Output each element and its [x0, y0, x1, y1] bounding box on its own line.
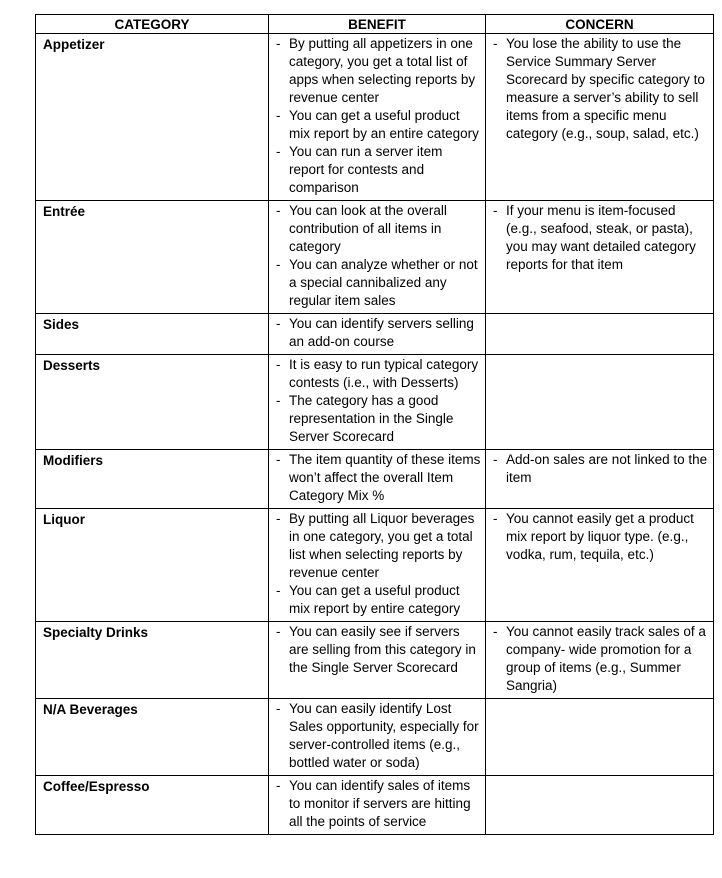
bullet-text: You can analyze whether or not a special cannibalized any regular item sales: [289, 257, 478, 308]
bullet-item: [276, 202, 481, 256]
bullet-dash-marker: -: [493, 452, 498, 467]
bullet-item: [493, 202, 709, 274]
bullet-item: [276, 777, 481, 831]
bullet-item: [276, 510, 481, 582]
column-header-concern: CONCERN: [486, 15, 714, 34]
table-row: [36, 355, 714, 450]
table-row: [36, 201, 714, 314]
concern-cell: [486, 509, 714, 622]
bullet-dash-marker: -: [276, 108, 281, 123]
benefit-cell: [269, 450, 486, 509]
bullet-item: [493, 35, 709, 143]
bullet-dash-marker: -: [493, 624, 498, 639]
concern-cell: [486, 201, 714, 314]
bullet-text: You can run a server item report for contests and comparison: [289, 144, 443, 195]
table-row: [36, 699, 714, 776]
bullet-text: You can get a useful product mix report by entire category: [289, 583, 461, 616]
bullet-item: [276, 451, 481, 505]
bullet-text: You cannot easily track sales of a company- wide promotion for a group of items (e.g., Summer Sangria): [506, 624, 706, 693]
table-row: [36, 776, 714, 835]
bullet-item: [276, 623, 481, 677]
bullet-dash-marker: -: [276, 357, 281, 372]
benefit-cell: [269, 699, 486, 776]
bullet-item: [276, 315, 481, 351]
bullet-item: [276, 256, 481, 310]
concern-cell: [486, 622, 714, 699]
bullet-text: You can get a useful product mix report by an entire category: [289, 108, 479, 141]
menu-category-table: [35, 14, 714, 835]
bullet-dash-marker: -: [276, 452, 281, 467]
concern-cell: [486, 699, 714, 776]
category-cell: Modifiers: [36, 450, 269, 509]
table-row: [36, 450, 714, 509]
bullet-text: You can identify servers selling an add-on course: [289, 316, 474, 349]
category-cell: N/A Beverages: [36, 699, 269, 776]
bullet-item: [276, 356, 481, 392]
bullet-text: You can identify sales of items to monitor if servers are hitting all the points of service: [289, 778, 471, 829]
bullet-item: [276, 35, 481, 107]
bullet-dash-marker: -: [276, 257, 281, 272]
bullet-dash-marker: -: [276, 144, 281, 159]
bullet-dash-marker: -: [493, 36, 498, 51]
bullet-text: By putting all Liquor beverages in one category, you get a total list when selecting reports by revenue center: [289, 511, 475, 580]
concern-cell: [486, 314, 714, 355]
category-cell: Specialty Drinks: [36, 622, 269, 699]
bullet-dash-marker: -: [276, 624, 281, 639]
table-row: [36, 314, 714, 355]
benefit-cell: [269, 509, 486, 622]
concern-cell: [486, 355, 714, 450]
bullet-dash-marker: -: [276, 36, 281, 51]
category-cell: Liquor: [36, 509, 269, 622]
bullet-item: [493, 510, 709, 564]
bullet-item: [493, 623, 709, 695]
bullet-dash-marker: -: [276, 583, 281, 598]
bullet-text: You can look at the overall contribution of all items in category: [289, 203, 447, 254]
table-row: [36, 622, 714, 699]
bullet-item: [276, 582, 481, 618]
bullet-item: [276, 392, 481, 446]
bullet-dash-marker: -: [276, 393, 281, 408]
bullet-text: By putting all appetizers in one category, you get a total list of apps when selecting reports by revenue center: [289, 36, 476, 105]
benefit-cell: [269, 776, 486, 835]
table-row: [36, 509, 714, 622]
category-cell: Entrée: [36, 201, 269, 314]
concern-cell: [486, 34, 714, 201]
category-cell: Desserts: [36, 355, 269, 450]
bullet-dash-marker: -: [276, 701, 281, 716]
bullet-text: You cannot easily get a product mix report by liquor type. (e.g., vodka, rum, tequila, etc.): [506, 511, 694, 562]
bullet-text: You lose the ability to use the Service Summary Server Scorecard by specific category to measure a server’s ability to sell items from a specific menu category (e.g., soup, salad, etc.): [506, 36, 705, 141]
table-body: [36, 34, 714, 835]
table-row: [36, 34, 714, 201]
column-header-category: CATEGORY: [36, 15, 269, 34]
benefit-cell: [269, 355, 486, 450]
bullet-text: The item quantity of these items won’t affect the overall Item Category Mix %: [289, 452, 481, 503]
bullet-item: [276, 107, 481, 143]
bullet-item: [276, 700, 481, 772]
bullet-text: Add-on sales are not linked to the item: [506, 452, 708, 485]
benefit-cell: [269, 622, 486, 699]
header-row: [36, 15, 714, 34]
bullet-item: [276, 143, 481, 197]
bullet-text: If your menu is item-focused (e.g., seafood, steak, or pasta), you may want detailed category reports for that item: [506, 203, 696, 272]
category-cell: Appetizer: [36, 34, 269, 201]
bullet-dash-marker: -: [276, 203, 281, 218]
bullet-dash-marker: -: [276, 511, 281, 526]
bullet-text: The category has a good representation in the Single Server Scorecard: [289, 393, 454, 444]
bullet-dash-marker: -: [493, 203, 498, 218]
concern-cell: [486, 776, 714, 835]
bullet-dash-marker: -: [276, 316, 281, 331]
column-header-benefit: BENEFIT: [269, 15, 486, 34]
benefit-cell: [269, 201, 486, 314]
benefit-cell: [269, 314, 486, 355]
category-cell: Sides: [36, 314, 269, 355]
bullet-text: It is easy to run typical category contests (i.e., with Desserts): [289, 357, 479, 390]
category-cell: Coffee/Espresso: [36, 776, 269, 835]
bullet-item: [493, 451, 709, 487]
bullet-text: You can easily identify Lost Sales opportunity, especially for server-controlled items (e.g., bottled water or soda): [289, 701, 479, 770]
concern-cell: [486, 450, 714, 509]
bullet-text: You can easily see if servers are selling from this category in the Single Server Scorecard: [289, 624, 476, 675]
bullet-dash-marker: -: [276, 778, 281, 793]
bullet-dash-marker: -: [493, 511, 498, 526]
benefit-cell: [269, 34, 486, 201]
